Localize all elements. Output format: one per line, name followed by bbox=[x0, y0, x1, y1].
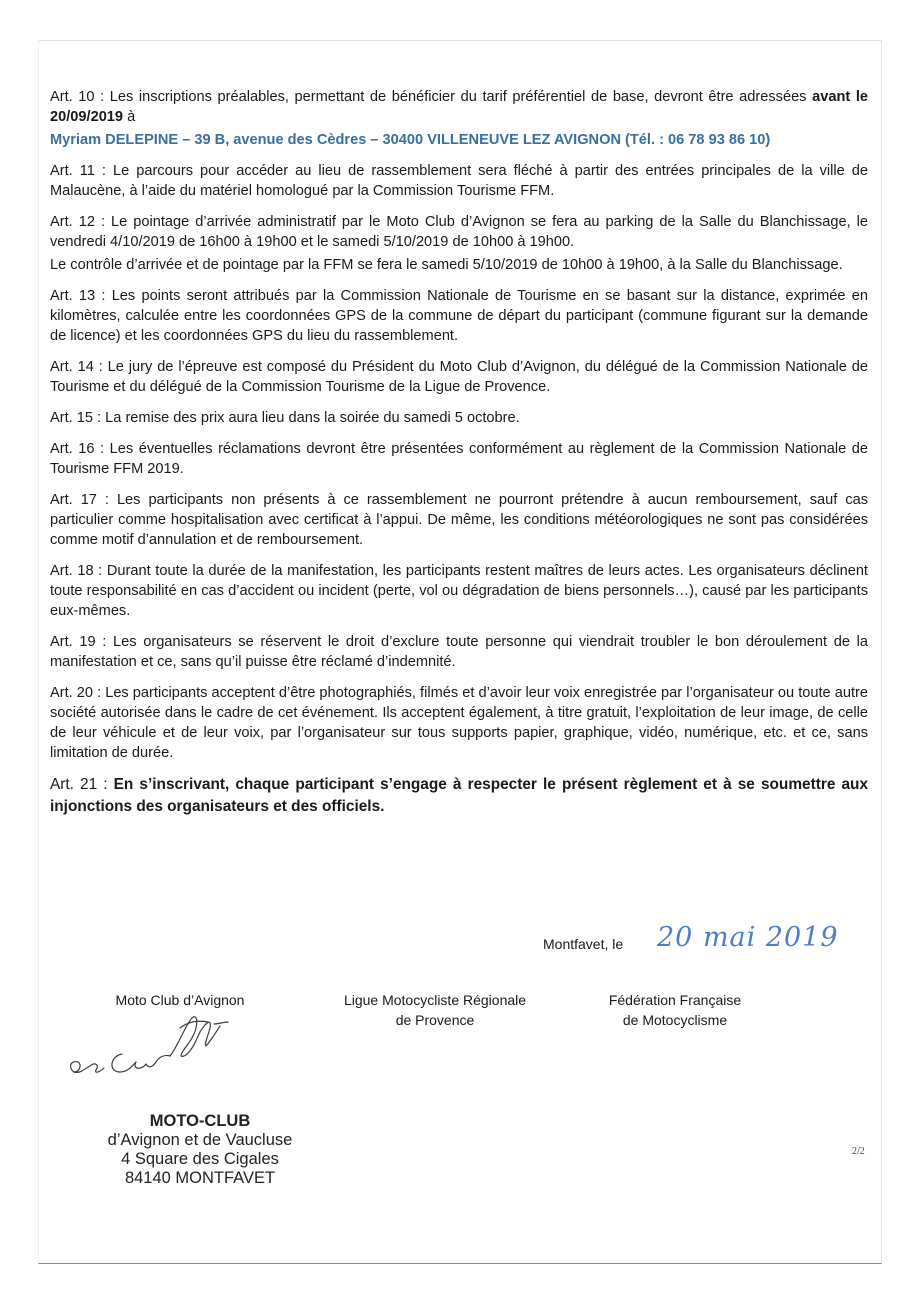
article-21-prefix: Art. 21 : bbox=[50, 776, 114, 793]
article-19: Art. 19 : Les organisateurs se réservent le droit d’exclure toute personne qui viendrait troubler le bon déroulement de la manifestation et ce, sans qu’il puisse être réclamé d’indemnité. bbox=[50, 634, 868, 670]
article-11: Art. 11 : Le parcours pour accéder au lieu de rassemblement sera fléché à partir des entrées principales de la ville de Malaucène, à l’aide du matériel homologué par la Commission Tourisme FFM. bbox=[50, 163, 868, 199]
org-ffm-line2: de Motocyclisme bbox=[622, 1012, 728, 1028]
org-moto-club-name: Moto Club d’Avignon bbox=[115, 992, 245, 1008]
handwritten-signature bbox=[60, 1010, 240, 1090]
date-line bbox=[543, 922, 863, 968]
article-10-address: Myriam DELEPINE – 39 B, avenue des Cèdres – 30400 VILLENEUVE LEZ AVIGNON (Tél. : 06 78 93 86 10) bbox=[50, 132, 771, 148]
article-21 bbox=[50, 774, 868, 818]
article-10 bbox=[50, 87, 868, 127]
article-16: Art. 16 : Les éventuelles réclamations devront être présentées conformément au règlement de la Commission Nationale de Tourisme FFM 2019. bbox=[50, 441, 868, 477]
article-14: Art. 14 : Le jury de l’épreuve est composé du Président du Moto Club d’Avignon, du délégué de la Commission Nationale de Tourisme et du délégué de la Commission Tourisme de la Ligue de Provence. bbox=[50, 359, 868, 395]
stamp-line2: d’Avignon et de Vaucluse bbox=[107, 1131, 293, 1149]
place-label: Montfavet, le bbox=[543, 936, 624, 952]
article-10-text: Art. 10 : Les inscriptions préalables, permettant de bénéficier du tarif préférentiel de base, devront être adressées bbox=[50, 89, 807, 105]
org-ffm bbox=[590, 990, 760, 1030]
stamp-line3: 4 Square des Cigales bbox=[121, 1150, 279, 1168]
article-18: Art. 18 : Durant toute la durée de la manifestation, les participants restent maîtres de leurs actes. Les organisateurs déclinent toute responsabilité en cas d’accident ou incident (perte, vol ou dégradation de biens personnels…), causé par les participants eux-mêmes. bbox=[50, 563, 868, 619]
org-ligue bbox=[320, 990, 550, 1030]
article-17: Art. 17 : Les participants non présents à ce rassemblement ne pourront prétendre à aucun remboursement, sauf cas particulier comme hospitalisation avec certificat à l’appui. De même, les conditions météorologiques ne sont pas considérées comme motif d’annulation et de remboursement. bbox=[50, 492, 868, 548]
article-13: Art. 13 : Les points seront attribués par la Commission Nationale de Tourisme en se basant sur la distance, exprimée en kilomètres, calculée entre les coordonnées GPS de la commune de départ du participant (commune figurant sur la demande de licence) et les coordonnées GPS du lieu du rassemblement. bbox=[50, 288, 868, 344]
org-ffm-line1: Fédération Française bbox=[608, 992, 742, 1008]
article-10-deadline: avant le 20/09/2019 bbox=[50, 89, 868, 125]
org-ligue-line1: Ligue Motocycliste Régionale bbox=[343, 992, 527, 1008]
article-15: Art. 15 : La remise des prix aura lieu dans la soirée du samedi 5 octobre. bbox=[50, 410, 520, 426]
article-20: Art. 20 : Les participants acceptent d’être photographiés, filmés et d’avoir leur voix enregistrée par l’organisateur ou toute autre société autorisée dans le cadre de cet événement. Ils acceptent également, à titre gratuit, l’exploitation de leur image, de celle de leur véhicule et de leur voix, par l’organisateur sur tous supports papier, graphique, vidéo, numérique, etc. et ce, sans limitation de durée. bbox=[50, 685, 868, 761]
article-12-part2: Le contrôle d’arrivée et de pointage par la FFM se fera le samedi 5/10/2019 de 10h00 à 19h00, à la Salle du Blanchissage. bbox=[50, 257, 843, 273]
org-ligue-line2: de Provence bbox=[395, 1012, 475, 1028]
article-12-part1: Art. 12 : Le pointage d’arrivée administratif par le Moto Club d’Avignon se fera au parking de la Salle du Blanchissage, le vendredi 4/10/2019 de 16h00 à 19h00 et le samedi 5/10/2019 de 10h00 à 19h00. bbox=[50, 214, 868, 250]
stamp-line4: 84140 MONTFAVET bbox=[124, 1169, 276, 1187]
document-body bbox=[50, 87, 868, 829]
handwritten-date: 20 mai 2019 bbox=[657, 922, 839, 953]
article-21-bold: En s’inscrivant, chaque participant s’engage à respecter le présent règlement et à se soumettre aux injonctions des organisateurs et des officiels. bbox=[50, 776, 869, 815]
stamp-line1: MOTO-CLUB bbox=[149, 1112, 251, 1130]
club-stamp bbox=[90, 1112, 310, 1188]
page-number: 2/2 bbox=[852, 1146, 865, 1157]
article-10-suffix: à bbox=[123, 109, 136, 125]
org-moto-club bbox=[105, 990, 255, 1010]
